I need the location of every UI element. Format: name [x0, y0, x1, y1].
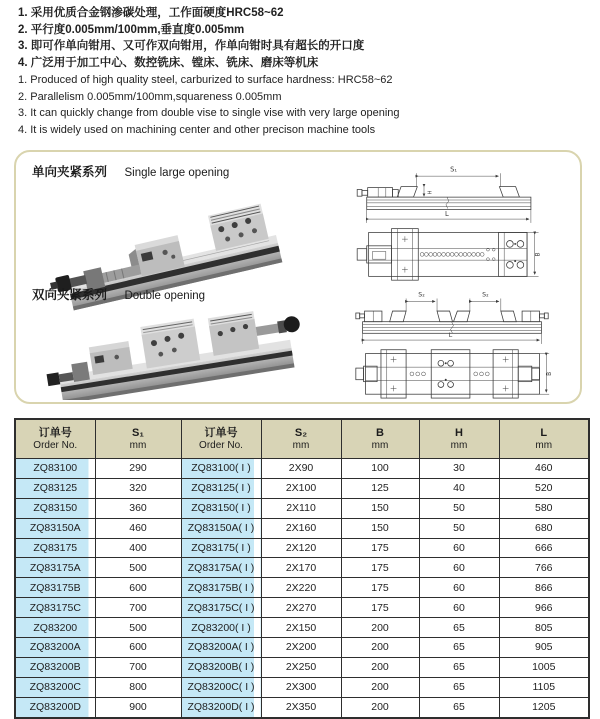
dim-h-label: H: [427, 190, 434, 195]
value-cell: 150: [341, 518, 419, 538]
order-no-double-cell: ZQ83100( I ): [181, 459, 261, 479]
value-cell: 580: [499, 498, 589, 518]
dim-b-label: B: [535, 252, 542, 257]
value-cell: 2X250: [261, 657, 341, 677]
double-vise-photo: [42, 288, 307, 400]
value-cell: 40: [419, 478, 499, 498]
value-cell: 866: [499, 578, 589, 598]
value-cell: 2X120: [261, 538, 341, 558]
table-row: [15, 618, 589, 638]
spec-table-header: [15, 419, 589, 459]
order-no-double-cell: ZQ83200A( I ): [181, 638, 261, 658]
header-s2: S₂ mm: [261, 419, 341, 459]
value-cell: 2X100: [261, 478, 341, 498]
value-cell: 2X150: [261, 618, 341, 638]
value-cell: 500: [95, 558, 181, 578]
value-cell: 2X90: [261, 459, 341, 479]
value-cell: 290: [95, 459, 181, 479]
order-no-single-cell: ZQ83175A: [15, 558, 95, 578]
value-cell: 60: [419, 598, 499, 618]
value-cell: 175: [341, 598, 419, 618]
dim-l-label: L: [445, 210, 449, 219]
single-series-title-zh: 单向夹紧系列: [32, 165, 108, 179]
order-no-single-cell: ZQ83125: [15, 478, 95, 498]
double-vise-drawing: [350, 284, 584, 400]
value-cell: 320: [95, 478, 181, 498]
value-cell: 200: [341, 677, 419, 697]
dim-l2-label: L: [448, 332, 453, 340]
header-order-no-1: 订单号 Order No.: [15, 419, 95, 459]
value-cell: 700: [95, 657, 181, 677]
order-no-single-cell: ZQ83200C: [15, 677, 95, 697]
value-cell: 2X220: [261, 578, 341, 598]
value-cell: 100: [341, 459, 419, 479]
value-cell: 200: [341, 657, 419, 677]
table-row: [15, 518, 589, 538]
value-cell: 520: [499, 478, 589, 498]
value-cell: 2X350: [261, 697, 341, 717]
order-no-single-cell: ZQ83150A: [15, 518, 95, 538]
table-row: [15, 697, 589, 717]
order-no-double-cell: ZQ83125( I ): [181, 478, 261, 498]
order-no-single-cell: ZQ83200B: [15, 657, 95, 677]
dim-s2-right-label: S₂: [482, 291, 489, 299]
spec-line-zh-3: 3. 即可作单向钳用、又可作双向钳用，作单向钳时具有超长的开口度: [18, 40, 365, 53]
spec-line-en-3: 3. It can quickly change from double vise to single vise with very large opening: [18, 107, 400, 120]
value-cell: 766: [499, 558, 589, 578]
value-cell: 1205: [499, 697, 589, 717]
dim-b2-label: B: [547, 371, 554, 376]
value-cell: 30: [419, 459, 499, 479]
value-cell: 65: [419, 638, 499, 658]
order-no-single-cell: ZQ83150: [15, 498, 95, 518]
value-cell: 60: [419, 578, 499, 598]
spec-table-body: [15, 459, 589, 718]
table-row: [15, 498, 589, 518]
value-cell: 125: [341, 478, 419, 498]
order-no-double-cell: ZQ83175B( I ): [181, 578, 261, 598]
value-cell: 65: [419, 657, 499, 677]
order-no-double-cell: ZQ83200B( I ): [181, 657, 261, 677]
table-row: [15, 558, 589, 578]
spec-line-en-4: 4. It is widely used on machining center and other precison machine tools: [18, 123, 376, 136]
value-cell: 150: [341, 498, 419, 518]
table-row: [15, 677, 589, 697]
value-cell: 1005: [499, 657, 589, 677]
order-no-double-cell: ZQ83150A( I ): [181, 518, 261, 538]
spec-line-en-1: 1. Produced of high quality steel, carburized to surface hardness: HRC58~62: [18, 73, 393, 86]
spec-line-zh-1: 1. 采用优质合金钢渗碳处理，工作面硬度HRC58~62: [18, 7, 284, 19]
single-vise-drawing: [352, 158, 580, 284]
double-series-title-zh: 双向夹紧系列: [32, 288, 108, 302]
table-row: [15, 578, 589, 598]
value-cell: 200: [341, 697, 419, 717]
double-series-title-en: Double opening: [124, 290, 206, 302]
value-cell: 460: [95, 518, 181, 538]
value-cell: 666: [499, 538, 589, 558]
table-row: [15, 459, 589, 479]
value-cell: 905: [499, 638, 589, 658]
table-row: [15, 478, 589, 498]
order-no-single-cell: ZQ83175C: [15, 598, 95, 618]
value-cell: 800: [95, 677, 181, 697]
header-l: L mm: [499, 419, 589, 459]
spec-table: [14, 418, 590, 719]
value-cell: 65: [419, 618, 499, 638]
order-no-double-cell: ZQ83150( I ): [181, 498, 261, 518]
order-no-double-cell: ZQ83175A( I ): [181, 558, 261, 578]
order-no-single-cell: ZQ83200: [15, 618, 95, 638]
value-cell: 65: [419, 697, 499, 717]
value-cell: 360: [95, 498, 181, 518]
order-no-single-cell: ZQ83200A: [15, 638, 95, 658]
order-no-double-cell: ZQ83200( I ): [181, 618, 261, 638]
spec-list: [18, 5, 594, 139]
product-panel: [14, 150, 582, 404]
value-cell: 460: [499, 459, 589, 479]
value-cell: 900: [95, 697, 181, 717]
value-cell: 680: [499, 518, 589, 538]
value-cell: 2X200: [261, 638, 341, 658]
single-series-title-en: Single large opening: [124, 167, 230, 179]
table-row: [15, 598, 589, 618]
order-no-double-cell: ZQ83175C( I ): [181, 598, 261, 618]
value-cell: 50: [419, 518, 499, 538]
value-cell: 60: [419, 538, 499, 558]
value-cell: 966: [499, 598, 589, 618]
order-no-double-cell: ZQ83175( I ): [181, 538, 261, 558]
value-cell: 600: [95, 578, 181, 598]
value-cell: 200: [341, 618, 419, 638]
value-cell: 65: [419, 677, 499, 697]
value-cell: 50: [419, 498, 499, 518]
spec-line-zh-4: 4. 广泛用于加工中心、数控铣床、镗床、铣床、磨床等机床: [18, 57, 319, 70]
order-no-single-cell: ZQ83100: [15, 459, 95, 479]
value-cell: 60: [419, 558, 499, 578]
header-h: H mm: [419, 419, 499, 459]
order-no-single-cell: ZQ83200D: [15, 697, 95, 717]
value-cell: 2X160: [261, 518, 341, 538]
order-no-double-cell: ZQ83200D( I ): [181, 697, 261, 717]
value-cell: 700: [95, 598, 181, 618]
header-s1: S₁ mm: [95, 419, 181, 459]
order-no-single-cell: ZQ83175B: [15, 578, 95, 598]
spec-line-zh-2: 2. 平行度0.005mm/100mm,垂直度0.005mm: [18, 23, 245, 36]
table-row: [15, 657, 589, 677]
spec-line-en-2: 2. Parallelism 0.005mm/100mm,squareness 0.005mm: [18, 90, 282, 103]
value-cell: 500: [95, 618, 181, 638]
header-b: B mm: [341, 419, 419, 459]
value-cell: 175: [341, 558, 419, 578]
value-cell: 2X110: [261, 498, 341, 518]
value-cell: 600: [95, 638, 181, 658]
value-cell: 400: [95, 538, 181, 558]
value-cell: 2X300: [261, 677, 341, 697]
value-cell: 805: [499, 618, 589, 638]
value-cell: 2X170: [261, 558, 341, 578]
value-cell: 1105: [499, 677, 589, 697]
table-row: [15, 638, 589, 658]
value-cell: 200: [341, 638, 419, 658]
order-no-single-cell: ZQ83175: [15, 538, 95, 558]
dim-s2-left-label: S₂: [418, 291, 425, 299]
dim-s1-label: S₁: [450, 165, 458, 174]
value-cell: 175: [341, 578, 419, 598]
value-cell: 2X270: [261, 598, 341, 618]
order-no-double-cell: ZQ83200C( I ): [181, 677, 261, 697]
table-row: [15, 538, 589, 558]
value-cell: 175: [341, 538, 419, 558]
header-order-no-2: 订单号 Order No.: [181, 419, 261, 459]
